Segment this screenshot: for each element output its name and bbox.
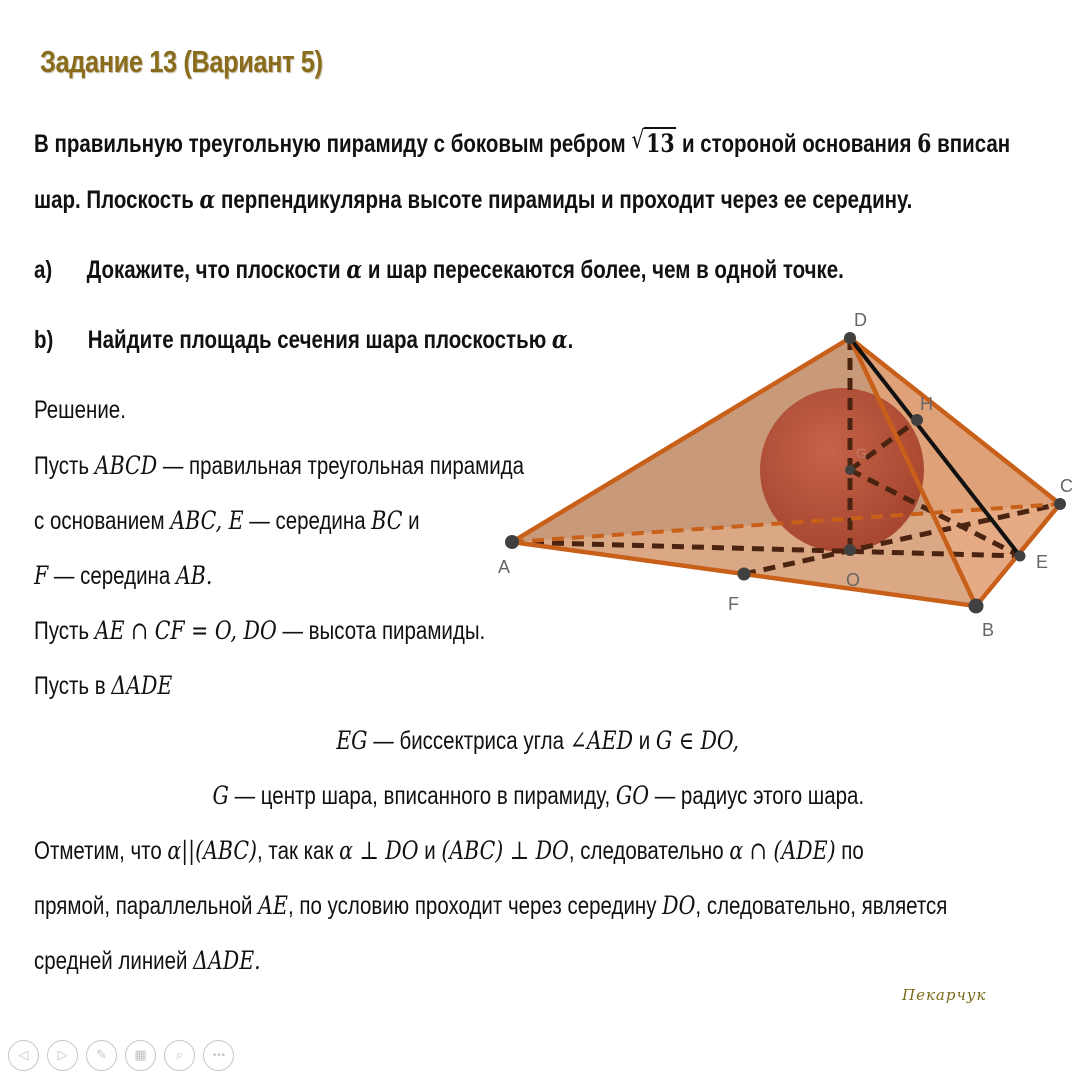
pen-tool-button[interactable] bbox=[86, 1040, 117, 1071]
math: AB bbox=[175, 561, 206, 590]
text: Отметим, что bbox=[34, 837, 168, 865]
base-side-value: 6 bbox=[917, 129, 932, 158]
solution-line-5 bbox=[34, 670, 203, 702]
text: , по условию проходит через середину bbox=[287, 892, 663, 920]
math: , bbox=[215, 506, 229, 535]
math: ABCD bbox=[94, 451, 158, 480]
point-e bbox=[1015, 551, 1026, 562]
pen-icon: ✎ bbox=[96, 1048, 107, 1063]
text: — середина bbox=[243, 507, 372, 535]
math: α ∩ (ADE) bbox=[729, 836, 836, 865]
zoom-icon: ⌕ bbox=[175, 1048, 184, 1063]
vertex-d bbox=[844, 332, 856, 344]
math: ABC bbox=[170, 506, 216, 535]
label-h: H bbox=[920, 394, 933, 414]
text: средней линией bbox=[34, 947, 194, 975]
label-c: C bbox=[1060, 476, 1073, 496]
math: ∠AED bbox=[570, 726, 634, 755]
point-h bbox=[911, 414, 923, 426]
label-g: G bbox=[856, 445, 867, 461]
solution-line-7 bbox=[0, 780, 1076, 812]
math: EG bbox=[336, 726, 368, 755]
label-f: F bbox=[728, 594, 739, 614]
alpha-symbol: α bbox=[199, 185, 216, 214]
math: . bbox=[254, 946, 261, 975]
math: AE bbox=[258, 891, 288, 920]
solution-line-1 bbox=[34, 450, 632, 482]
text: по bbox=[835, 837, 864, 865]
problem-text: перпендикулярна высоте пирамиды и проходит через ее середину. bbox=[215, 186, 913, 214]
text: , так как bbox=[257, 837, 340, 865]
label-o: O bbox=[846, 570, 861, 590]
point-o bbox=[844, 544, 856, 556]
math: BC bbox=[371, 506, 403, 535]
point-f bbox=[738, 568, 751, 581]
inscribed-sphere bbox=[760, 388, 924, 552]
solution-line-2 bbox=[34, 505, 504, 537]
solution-line-9 bbox=[34, 890, 1076, 922]
vertex-b bbox=[969, 599, 984, 614]
item-text: Докажите, что плоскости bbox=[86, 256, 347, 284]
item-text: и шар пересекаются более, чем в одной точке. bbox=[362, 256, 844, 284]
solution-heading-text: Решение. bbox=[34, 396, 126, 424]
math: . bbox=[205, 561, 213, 590]
item-label: a) bbox=[34, 256, 53, 284]
text: — центр шара, вписанного в пирамиду, bbox=[228, 782, 616, 810]
math: G ∈ DO, bbox=[656, 726, 740, 755]
vertex-c bbox=[1054, 498, 1066, 510]
see-all-slides-button[interactable] bbox=[125, 1040, 156, 1071]
more-options-button[interactable] bbox=[203, 1040, 234, 1071]
label-d: D bbox=[854, 310, 867, 330]
slides-icon: ▦ bbox=[134, 1048, 147, 1063]
problem-text: В правильную треугольную пирамиду с боковым ребром bbox=[34, 130, 632, 158]
math: AE ∩ CF = O, DO bbox=[94, 616, 277, 645]
text: и bbox=[402, 507, 420, 535]
prev-slide-button[interactable] bbox=[8, 1040, 39, 1071]
solution-line-10 bbox=[34, 945, 310, 977]
math: α ⊥ DO bbox=[339, 836, 419, 865]
vertex-a bbox=[505, 535, 519, 549]
text: — середина bbox=[48, 562, 176, 590]
math: G bbox=[212, 781, 229, 810]
text: , следовательно bbox=[568, 837, 730, 865]
text: — высота пирамиды. bbox=[276, 617, 486, 645]
math: (ABC) ⊥ DO bbox=[441, 836, 569, 865]
text: — радиус этого шара. bbox=[648, 782, 864, 810]
problem-line-1 bbox=[34, 125, 1076, 160]
point-g bbox=[845, 465, 855, 475]
page-title: Задание 13 (Вариант 5) bbox=[40, 44, 323, 79]
zoom-button[interactable] bbox=[164, 1040, 195, 1071]
item-label: b) bbox=[34, 326, 54, 354]
problem-text: и стороной основания bbox=[676, 130, 918, 158]
text: — правильная треугольная пирамида bbox=[157, 452, 525, 480]
author-signature: Пекарчук bbox=[902, 986, 987, 1004]
math: GO bbox=[615, 781, 649, 810]
math: F bbox=[34, 561, 49, 590]
math: α||(ABC) bbox=[167, 836, 258, 865]
label-a: A bbox=[498, 557, 511, 577]
label-b: B bbox=[982, 620, 995, 640]
solution-line-8 bbox=[34, 835, 1046, 867]
solution-line-6 bbox=[0, 725, 1076, 757]
prev-icon: ◁ bbox=[18, 1048, 29, 1063]
math: DO bbox=[662, 891, 696, 920]
item-a bbox=[34, 254, 1022, 286]
item-text: . bbox=[567, 326, 574, 354]
text: — биссектриса угла bbox=[367, 727, 571, 755]
problem-text: шар. Плоскость bbox=[34, 186, 200, 214]
more-icon: ••• bbox=[212, 1050, 225, 1061]
alpha-symbol: α bbox=[346, 255, 363, 284]
text: и bbox=[633, 727, 657, 755]
text: и bbox=[418, 837, 442, 865]
next-icon: ▷ bbox=[57, 1048, 68, 1063]
problem-text: вписан bbox=[931, 130, 1011, 158]
text: Пусть в bbox=[34, 672, 112, 700]
sqrt-value: 13 bbox=[646, 129, 675, 158]
solution-heading bbox=[34, 394, 146, 426]
solution-line-4 bbox=[34, 615, 584, 647]
text: Пусть bbox=[34, 452, 95, 480]
math: ΔADE bbox=[111, 671, 173, 700]
alpha-symbol: α bbox=[551, 325, 568, 354]
item-text: Найдите площадь сечения шара плоскостью bbox=[87, 326, 552, 354]
text: Пусть bbox=[34, 617, 95, 645]
label-e: E bbox=[1036, 552, 1049, 572]
math: E bbox=[228, 506, 244, 535]
solution-line-3 bbox=[34, 560, 252, 592]
math: ΔADE bbox=[193, 946, 255, 975]
text: прямой, параллельной bbox=[34, 892, 259, 920]
problem-line-2 bbox=[34, 184, 1076, 216]
sqrt-expression: √ 13 bbox=[631, 125, 675, 158]
next-slide-button[interactable] bbox=[47, 1040, 78, 1071]
slide-nav-toolbar bbox=[8, 1040, 234, 1071]
text: , следовательно, является bbox=[695, 892, 948, 920]
text: с основанием bbox=[34, 507, 171, 535]
